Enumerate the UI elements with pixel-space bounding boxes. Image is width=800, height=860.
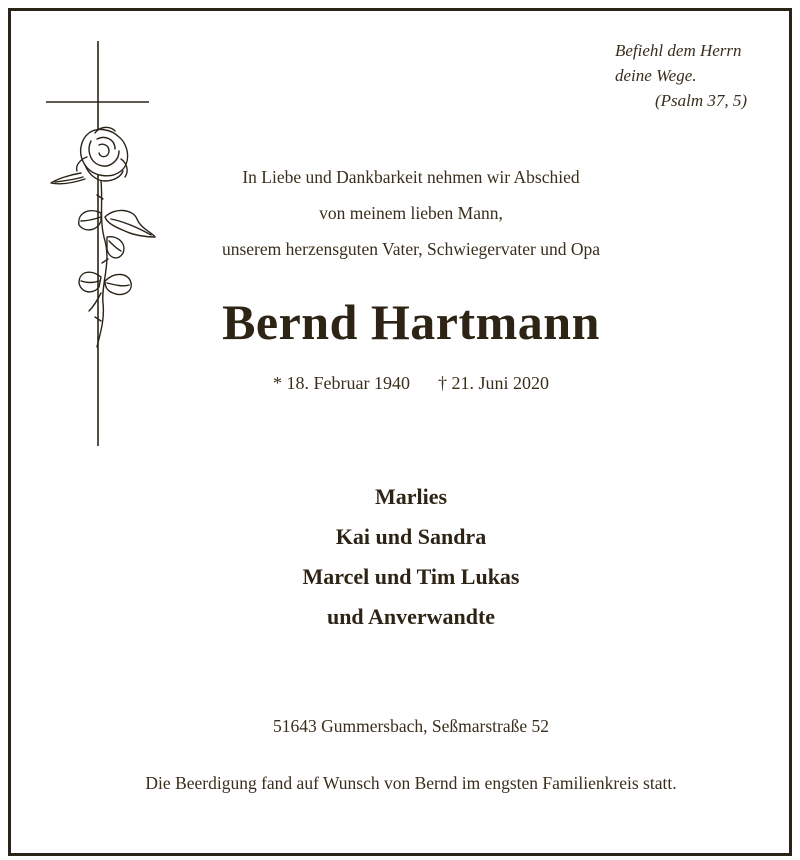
intro-text — [111, 159, 711, 267]
life-dates — [111, 373, 711, 394]
obituary-frame — [8, 8, 792, 856]
intro-line-1: In Liebe und Dankbarkeit nehmen wir Abschied — [242, 167, 580, 187]
deceased-name: Bernd Hartmann — [222, 294, 600, 350]
mourner: und Anverwandte — [326, 604, 496, 629]
death-date: † 21. Juni 2020 — [437, 373, 549, 393]
intro-line-2: von meinem lieben Mann, — [319, 203, 503, 223]
verse-line-2: deine Wege. — [615, 66, 697, 85]
mourners-list — [111, 477, 711, 637]
family-address: 51643 Gummersbach, Seßmarstraße 52 — [272, 716, 550, 736]
funeral-notice: Die Beerdigung fand auf Wunsch von Bernd im engsten Familienkreis statt. — [145, 773, 677, 793]
bible-verse — [615, 38, 747, 113]
birth-date: * 18. Februar 1940 — [273, 373, 410, 393]
mourner: Kai und Sandra — [335, 524, 487, 549]
intro-line-3: unserem herzensguten Vater, Schwiegervater und Opa — [221, 239, 600, 259]
mourner: Marlies — [374, 484, 448, 509]
mourner: Marcel und Tim Lukas — [302, 564, 520, 589]
verse-reference: (Psalm 37, 5) — [655, 91, 748, 110]
verse-line-1: Befiehl dem Herrn — [615, 41, 742, 60]
